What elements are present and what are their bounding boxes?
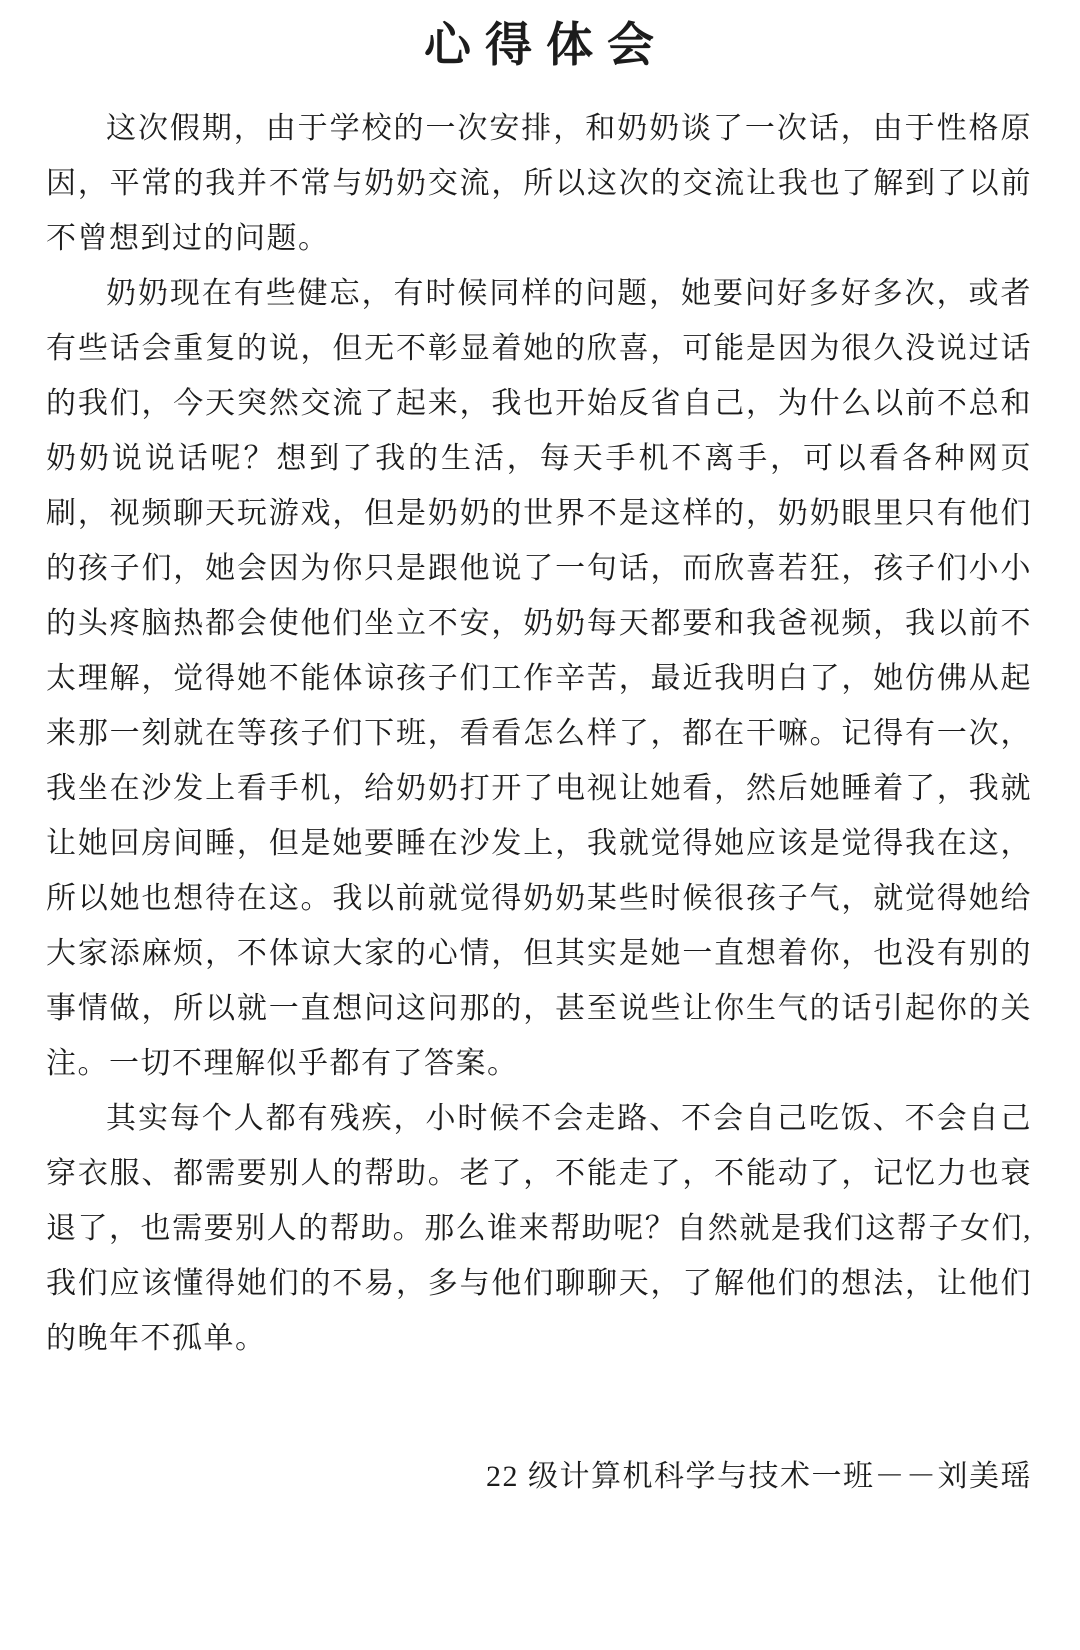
page-title: 心得体会 <box>424 20 668 72</box>
document-body <box>46 101 1032 1366</box>
paragraph-1: 这次假期，由于学校的一次安排，和奶奶谈了一次话，由于性格原因，平常的我并不常与奶奶交流，所以这次的交流让我也了解到了以前不曾想到过的问题。 <box>46 112 1032 255</box>
paragraph-2: 奶奶现在有些健忘，有时候同样的问题，她要问好多好多次，或者有些话会重复的说，但无不彰显着她的欣喜，可能是因为很久没说过话的我们，今天突然交流了起来，我也开始反省自己，为什么以前不总和奶奶说说话呢？想到了我的生活，每天手机不离手，可以看各种网页刷，视频聊天玩游戏，但是奶奶的世界不是这样的，奶奶眼里只有他们的孩子们，她会因为你只是跟他说了一句话，而欣喜若狂，孩子们小小的头疼脑热都会使他们坐立不安，奶奶每天都要和我爸视频，我以前不太理解，觉得她不能体谅孩子们工作辛苦，最近我明白了，她仿佛从起来那一刻就在等孩子们下班，看看怎么样了，都在干嘛。记得有一次，我坐在沙发上看手机，给奶奶打开了电视让她看，然后她睡着了，我就让她回房间睡，但是她要睡在沙发上，我就觉得她应该是觉得我在这，所以她也想待在这。我以前就觉得奶奶某些时候很孩子气，就觉得她给大家添麻烦，不体谅大家的心情，但其实是她一直想着你，也没有别的事情做，所以就一直想问这问那的，甚至说些让你生气的话引起你的关注。一切不理解似乎都有了答案。 <box>46 277 1032 1080</box>
signature-line: 22 级计算机科学与技术一班－－刘美瑶 <box>486 1460 1032 1493</box>
paragraph-3: 其实每个人都有残疾，小时候不会走路、不会自己吃饭、不会自己穿衣服、都需要别人的帮助。老了，不能走了，不能动了，记忆力也衰退了，也需要别人的帮助。那么谁来帮助呢？自然就是我们这帮子女们,我们应该懂得她们的不易，多与他们聊聊天，了解他们的想法，让他们的晚年不孤单。 <box>46 1102 1032 1355</box>
